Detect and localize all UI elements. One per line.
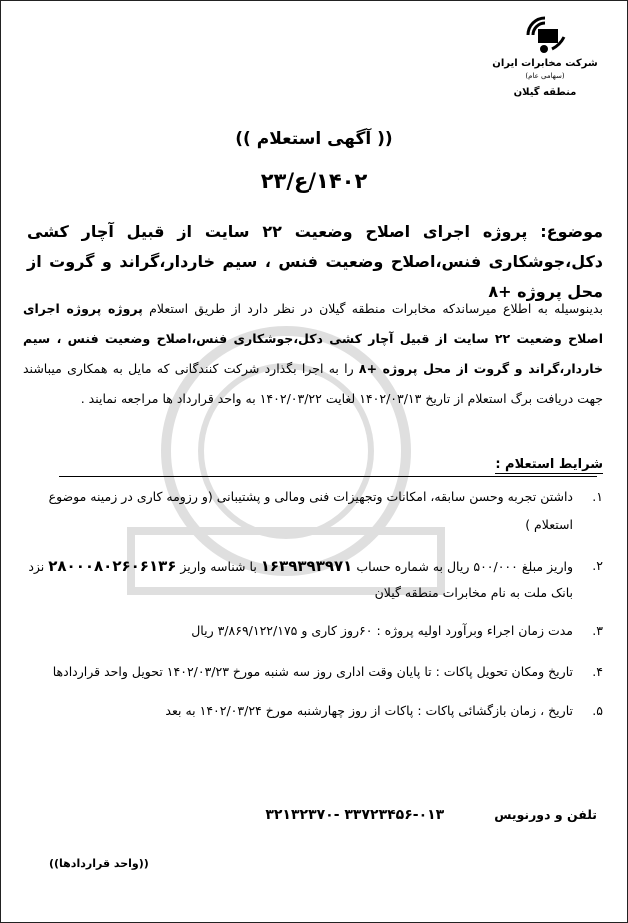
condition-item	[23, 553, 603, 606]
intro-paragraph	[23, 294, 603, 414]
condition-item	[23, 483, 603, 539]
condition-text: واریز مبلغ ۵۰۰/۰۰۰ ریال به شماره حساب	[352, 559, 573, 574]
condition-number: ۵.	[592, 703, 603, 718]
condition-number: ۲.	[592, 558, 603, 573]
intro-project-name: پروژه پروژه اجرای اصلاح وضعیت ۲۲ سایت از قبیل آچار کشی دکل،جوشکاری فنس،اصلاح وضعیت فنس ، سیم خاردار،گراند و گروت از محل پروژه +۸	[23, 301, 603, 376]
company-name: شرکت مخابرات ایران	[492, 58, 598, 69]
account-number: ۱۶۳۹۳۹۳۹۷۱	[260, 557, 353, 575]
condition-item	[23, 698, 603, 724]
notice-subject: موضوع: پروژه اجرای اصلاح وضعیت ۲۲ سایت از قبیل آچار کشی دکل،جوشکاری فنس،اصلاح وضعیت فنس ، سیم خاردار،گراند و گروت از محل پروژه +۸	[27, 222, 603, 301]
condition-number: ۳.	[592, 623, 603, 638]
telecom-logo-icon	[522, 13, 568, 57]
intro-text-2: را به اجرا بگذارد شرکت کنندگانی که مایل به همکاری میباشند جهت دریافت برگ استعلام از تاریخ ۱۴۰۲/۰۳/۱۳ لغایت ۱۴۰۲/۰۳/۲۲ به واحد قرارداد ها مراجعه نمایند .	[23, 361, 603, 406]
contact-line	[265, 807, 597, 823]
company-type: (سهامی عام)	[525, 72, 565, 80]
condition-text: تاریخ ومکان تحویل پاکات : تا پایان وقت اداری روز سه شنبه مورخ ۱۴۰۲/۰۳/۲۳ تحویل واحد قراردادها	[52, 664, 573, 679]
condition-text: مدت زمان اجراء وبرآورد اولیه پروژه : ۶۰روز کاری و ۳/۸۶۹/۱۲۲/۱۷۵ ریال	[191, 623, 573, 638]
contact-label: تلفن و دورنویس	[494, 807, 597, 822]
region-name: منطقه گیلان	[513, 87, 577, 98]
company-logo-block	[485, 13, 605, 100]
condition-number: ۴.	[592, 664, 603, 679]
condition-text: نزد بانک ملت به نام مخابرات منطقه گیلان	[28, 559, 573, 600]
notice-number: ۱۴۰۲/ع/۲۳	[260, 169, 368, 193]
contact-number: ۰۱۳-۳۳۷۲۳۴۵۶ -۳۲۱۳۲۳۷۰	[265, 807, 445, 823]
intro-text-1: بدینوسیله به اطلاع میرساندکه مخابرات منطقه گیلان در نظر دارد از طریق استعلام	[142, 301, 603, 316]
conditions-list	[23, 479, 603, 724]
condition-item	[23, 658, 603, 686]
condition-text: با شناسه واریز	[176, 559, 261, 574]
notice-title: (( آگهی استعلام ))	[235, 129, 393, 149]
condition-number: ۱.	[592, 489, 603, 504]
condition-text: داشتن تجربه وحسن سابقه، امکانات وتجهیزات فنی ومالی و پشتیبانی (و رزومه کاری در زمینه موضوع استعلام )	[48, 489, 573, 532]
conditions-divider	[59, 476, 597, 477]
deposit-id: ۲۸۰۰۰۸۰۲۶۰۶۱۳۶	[48, 557, 177, 575]
signature: ((واحد قراردادها))	[49, 857, 149, 870]
conditions-heading: شرایط استعلام :	[495, 457, 603, 472]
condition-text: تاریخ ، زمان بازگشائی پاکات : پاکات از روز چهارشنبه مورخ ۱۴۰۲/۰۳/۲۴ به بعد	[165, 703, 573, 718]
condition-item	[23, 618, 603, 644]
